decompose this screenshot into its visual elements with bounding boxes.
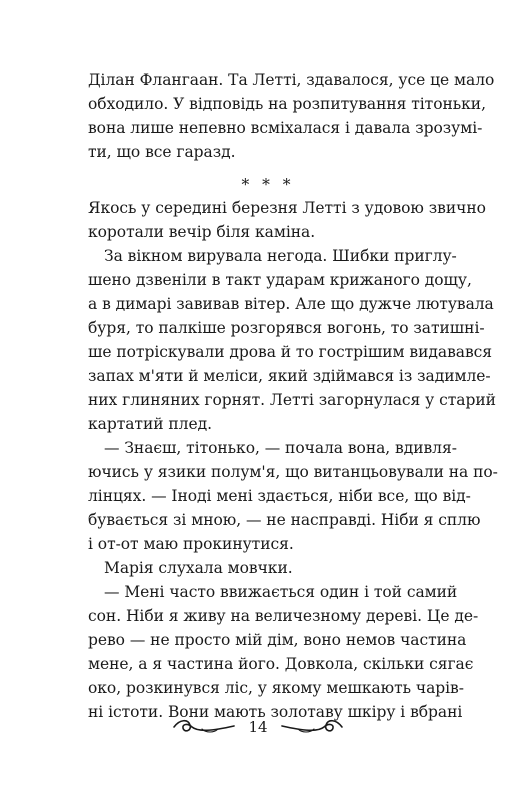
text-line: Якось у середині березня Летті з удовою звично [88, 199, 486, 217]
text-line: ючись у язики полум'я, що витанцьовували на по- [88, 463, 498, 481]
text-line: Марія слухала мовчки. [104, 559, 293, 577]
text-line: ні істоти. Вони мають золотаву шкіру і вбрані [88, 703, 463, 721]
text-line: запах м'яти й меліси, який здіймався із задимле- [88, 367, 491, 385]
text-line: око, розкинувся ліс, у якому мешкають чарів- [88, 679, 464, 697]
text-line: ше потріскували дрова й то гострішим видавався [88, 343, 492, 361]
text-line: сон. Ніби я живу на величезному дереві. Це де- [88, 607, 479, 625]
paragraph [88, 244, 496, 436]
text-line: обходило. У відповідь на розпитування тітоньки, [88, 95, 486, 113]
paragraph [88, 436, 498, 556]
flourish-ornament-left-icon [172, 717, 236, 737]
text-line: Ділан Флангаан. Та Летті, здавалося, усе це мало [88, 71, 495, 89]
paragraph-continuation [88, 68, 495, 164]
text-line: шено дзвеніли в такт ударам крижаного дощу, [88, 271, 472, 289]
text-line: вона лише непевно всміхалася і давала зрозумі- [88, 119, 483, 137]
text-line: картатий плед. [88, 415, 212, 433]
text-line: — Знаєш, тітонько, — почала вона, вдивля- [104, 439, 457, 457]
paragraph [88, 196, 486, 244]
text-line: лінцях. — Іноді мені здається, ніби все, що від- [88, 487, 471, 505]
text-line: коротали вечір біля каміна. [88, 223, 316, 241]
text-line: — Мені часто ввижається один і той самий [104, 583, 458, 601]
text-line: рево — не просто мій дім, воно немов частина [88, 631, 467, 649]
paragraph [88, 580, 479, 724]
text-line: і от-от маю прокинутися. [88, 535, 294, 553]
text-line: них глиняних горнят. Летті загорнулася у старий [88, 391, 496, 409]
text-line: За вікном вирувала негода. Шибки приглу- [104, 247, 457, 265]
text-line: мене, а я частина його. Довкола, скільки сягає [88, 655, 474, 673]
paragraph [88, 556, 448, 580]
text-line: бувається зі мною, — не насправді. Ніби я сплю [88, 511, 481, 529]
text-line: ти, що все гаразд. [88, 143, 236, 161]
flourish-ornament-right-icon [280, 717, 344, 737]
section-break: * * * [241, 176, 295, 194]
page-number: 14 [248, 718, 268, 736]
text-line: а в димарі завивав вітер. Але що дужче лютувала [88, 295, 494, 313]
page-footer [0, 712, 516, 742]
text-line: буря, то палкіше розгорявся вогонь, то затишні- [88, 319, 485, 337]
